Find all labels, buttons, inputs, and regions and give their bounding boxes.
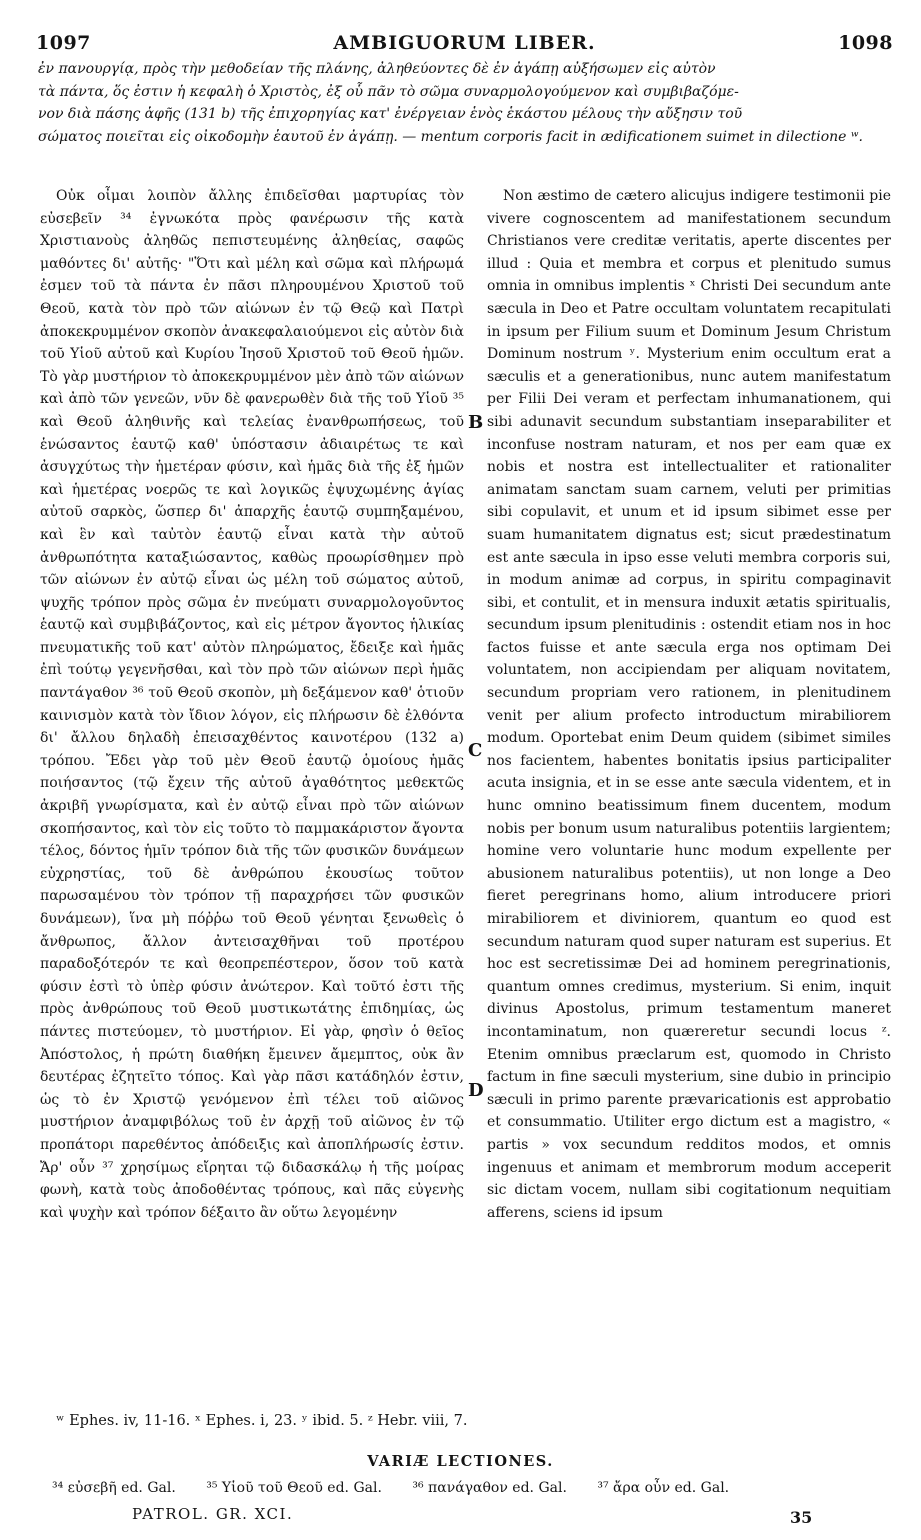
latin-paragraph: Non æstimo de cætero alicujus indigere testimonii pie vivere cognoscentem ad manifestationem secundum Christianos vere creditæ veritatis, aperte discentes per illud : Quia et membra et corpus et plenitudo sumus omnia in omnibus implentis ˣ Christi Dei secundum ante sæcula in Deo et Patre occultam voluntatem recapitulati in ipsum per Filium suum et Dominum Jesum Christum Dominum nostrum ʸ. Mysterium enim occultum erat a sæculis et a generationibus, nunc autem manifestatum per Filii Dei veram et perfectam inhumanationem, qui sibi adunavit secundum substantiam inseparabiliter et inconfuse nostram naturam, et nos per eam quæ ex nobis et nostra est intellectualiter et rationaliter animatam sanctam suam carnem, veluti per primitias sibi copulavit, et unum et id ipsum sibimet esse per suam humanitatem dignatus est; sicut prædestinatum est ante sæcula in ipso esse veluti membra corporis sui, in modum animæ ad corpus, in spiritu compaginavit sibi, et contulit, et in mensura induxit ætatis spiritualis, secundum ipsum plenitudinis : ostendit etiam nos in hoc factos fuisse et ante sæcula erga nos optimam Dei voluntatem, non accipiendam per aliquam novitatem, secundum propriam vero rationem, in plenitudinem venit per alium profecto introductum mirabiliorem modum. Oportebat enim Deum quidem (sibimet similes nos facientem, habentes bonitatis ipsius participaliter acuta insignia, et in se esse ante sæcula videntem, et in hunc omnino beatissimum finem ducentem, modum nobis per bonum usum naturalibus potentiis largientem; homine vero voluntarie hunc modum expellente per abusionem naturalibus potentiis), ut non longe a Deo fieret peregrinans homo, alium introducere priori mirabiliorem et diviniorem, quantum eo quod est secundum naturam quod super naturam est superius. Et hoc est secretissimæ Dei ad hominem peregrinationis, quantum omnes credimus, mysterium. Si enim, inquit divinus Apostolus, primum testamentum maneret incontaminatum, non quæreretur secundi locus ᶻ. Etenim omnibus præclarum est, quomodo in Christo factum in fine sæculi mysterium, sine dubio in principio sæculi in primo parente prævaricationis est approbatio et consummatio. Utiliter ergo dictum est a magistro, « partis » vox secundum redditos modos, et omnis ingenuus et animam et membrorum modum acceperit sic dictam vocem, nullam sibi cogitationum nequitiam afferens, sciens id ipsum — [487, 188, 891, 1221]
intro-line: νον διὰ πάσης ἁφῆς (131 b) τῆς ἐπιχορηγίας κατ' ἐνέργειαν ἑνὸς ἑκάστου μέλους τὴν αὔξησιν τοῦ — [38, 106, 743, 123]
variant-reading: ³⁵ Υἱοῦ τοῦ Θεοῦ ed. Gal. — [206, 1480, 382, 1496]
running-header — [36, 32, 893, 58]
section-letter: C — [468, 740, 483, 761]
footnotes: ʷ Ephes. iv, 11-16. ˣ Ephes. i, 23. ʸ ibid. 5. ᶻ Hebr. viii, 7. — [56, 1413, 468, 1429]
section-letter: D — [468, 1080, 484, 1101]
left-page-number: 1097 — [36, 32, 91, 54]
right-page-number: 1098 — [838, 32, 893, 54]
intro-line: ἐν πανουργίᾳ, πρὸς τὴν μεθοδείαν τῆς πλάνης, ἀληθεύοντες δὲ ἐν ἀγάπῃ αὐξήσωμεν εἰς αὐτὸν — [38, 61, 716, 77]
greek-column — [40, 185, 464, 1224]
variant-reading: ³⁴ εὐσεβῆ ed. Gal. — [52, 1480, 176, 1496]
gathering-number: 35 — [790, 1508, 813, 1527]
variae-list — [52, 1480, 902, 1496]
latin-column — [487, 185, 891, 1224]
variant-reading: ³⁶ πανάγαθον ed. Gal. — [412, 1480, 567, 1496]
variant-reading: ³⁷ ἄρα οὖν ed. Gal. — [597, 1480, 730, 1496]
running-title: AMBIGUORUM LIBER. — [333, 32, 596, 54]
variae-title: VARIÆ LECTIONES. — [367, 1453, 554, 1470]
section-letter: B — [468, 412, 484, 433]
intro-line: τὰ πάντα, ὅς ἐστιν ἡ κεφαλὴ ὁ Χριστὸς, ἐξ οὗ πᾶν τὸ σῶμα συναρμολογούμενον καὶ συμβιβαζόμε- — [38, 83, 739, 100]
intro-line: σώματος ποιεῖται εἰς οἰκοδομὴν ἑαυτοῦ ἐν ἀγάπῃ. — mentum corporis facit in ædificationem suimet in dilectione ʷ. — [38, 128, 863, 145]
intro-quotation — [38, 58, 888, 148]
greek-paragraph: Οὐκ οἶμαι λοιπὸν ἄλλης ἐπιδεῖσθαι μαρτυρίας τὸν εὐσεβεῖν ³⁴ ἐγνωκότα πρὸς φανέρωσιν τῆς κατὰ Χριστιανοὺς ἀληθῶς πεπιστευμένης ἀληθείας, σαφῶς μαθόντες δι' αὐτῆς· "Ὅτι καὶ μέλη καὶ σῶμα καὶ πλήρωμά ἐσμεν τοῦ τὰ πάντα ἐν πᾶσι πληρουμένου Χριστοῦ τοῦ Θεοῦ, κατὰ τὸν πρὸ τῶν αἰώνων ἐν τῷ Θεῷ καὶ Πατρὶ ἀποκεκρυμμένον σκοπὸν ἀνακεφαλαιούμενοι εἰς αὐτὸν διὰ τοῦ Υἱοῦ αὐτοῦ καὶ Κυρίου Ἰησοῦ Χριστοῦ τοῦ Θεοῦ ἡμῶν. Τὸ γὰρ μυστήριον τὸ ἀποκεκρυμμένον μὲν ἀπὸ τῶν αἰώνων καὶ ἀπὸ τῶν γενεῶν, νῦν δὲ φανερωθὲν διὰ τῆς τοῦ Υἱοῦ ³⁵ καὶ Θεοῦ ἀληθινῆς καὶ τελείας ἐνανθρωπήσεως, τοῦ ἑνώσαντος ἑαυτῷ καθ' ὑπόστασιν ἀδιαιρέτως τε καὶ ἀσυγχύτως τὴν ἡμετέραν φύσιν, καὶ ἡμᾶς διὰ τῆς ἐξ ἡμῶν καὶ ἡμετέρας νοερῶς τε καὶ λογικῶς ἐψυχωμένης ἁγίας αὐτοῦ σαρκὸς, ὥσπερ δι' ἀπαρχῆς ἑαυτῷ συμπηξαμένου, καὶ ἓν καὶ ταὐτὸν ἑαυτῷ εἶναι κατὰ τὴν αὐτοῦ ἀνθρωπότητα καταξιώσαντος, καθὼς προωρίσθημεν πρὸ τῶν αἰώνων ἐν αὐτῷ εἶναι ὡς μέλη τοῦ σώματος αὐτοῦ, ψυχῆς τρόπον πρὸς σῶμα ἐν πνεύματι συναρμολογοῦντος ἑαυτῷ καὶ συμβιβάζοντος, καὶ εἰς μέτρον ἄγοντος ἡλικίας πνευματικῆς τοῦ κατ' αὐτὸν πληρώματος, ἔδειξε καὶ ἡμᾶς ἐπὶ τούτῳ γεγενῆσθαι, καὶ τὸν πρὸ τῶν αἰώνων περὶ ἡμᾶς παντάγαθον ³⁶ τοῦ Θεοῦ σκοπὸν, μὴ δεξάμενον καθ' ὁτιοῦν καινισμὸν κατὰ τὸν ἴδιον λόγον, εἰς πλήρωσιν δὲ ἐλθόντα δι' ἄλλου δηλαδὴ ἐπεισαχθέντος καινοτέρου (132 a) τρόπου. Ἔδει γὰρ τοῦ μὲν Θεοῦ ἑαυτῷ ὁμοίους ἡμᾶς ποιήσαντος (τῷ ἔχειν τῆς αὐτοῦ ἀγαθότητος μεθεκτῶς ἀκριβῆ γνωρίσματα, καὶ ἐν αὐτῷ εἶναι πρὸ τῶν αἰώνων σκοπήσαντος, καὶ τὸν εἰς τοῦτο τὸ παμμακάριστον ἄγοντα τέλος, δόντος ἡμῖν τρόπον διὰ τῆς τῶν φυσικῶν δυνάμεων εὐχρηστίας, τοῦ δὲ ἀνθρώπου ἑκουσίως τοῦτον παρωσαμένου τὸν τρόπον τῇ παραχρήσει τῶν φυσικῶν δυνάμεων), ἵνα μὴ πόῤῥω τοῦ Θεοῦ γένηται ξενωθεὶς ὁ ἄνθρωπος, ἄλλον ἀντεισαχθῆναι τοῦ προτέρου παραδοξότερόν τε καὶ θεοπρεπέστερον, ὅσον τοῦ κατὰ φύσιν ἐστὶ τὸ ὑπὲρ φύσιν ἀνώτερον. Καὶ τοῦτό ἐστι τῆς πρὸς ἀνθρώπους τοῦ Θεοῦ μυστικωτάτης ἐπιδημίας, ὡς πάντες πιστεύομεν, τὸ μυστήριον. Εἰ γὰρ, φησὶν ὁ θεῖος Ἀπόστολος, ἡ πρώτη διαθήκη ἔμεινεν ἄμεμπτος, οὐκ ἂν δευτέρας ἐζητεῖτο τόπος. Καὶ γὰρ πᾶσι κατάδηλόν ἐστιν, ὡς τὸ ἐν Χριστῷ γενόμενον ἐπὶ τέλει τοῦ αἰῶνος μυστήριον ἀναμφιβόλως τοῦ ἐν ἀρχῇ τοῦ αἰῶνος ἐν τῷ προπάτορι παρεθέντος ἀπόδειξις καὶ ἀποπλήρωσίς ἐστιν. Ἄρ' οὖν ³⁷ χρησίμως εἴρηται τῷ διδασκάλῳ ἡ τῆς μοίρας φωνὴ, κατὰ τοὺς ἀποδοθέντας τρόπους, καὶ πᾶς εὐγενὴς καὶ ψυχὴν καὶ τρόπον δέξαιτο ἂν οὕτω λεγομένην — [40, 188, 464, 1221]
patrologia-signature: PATROL. GR. XCI. — [132, 1505, 294, 1523]
